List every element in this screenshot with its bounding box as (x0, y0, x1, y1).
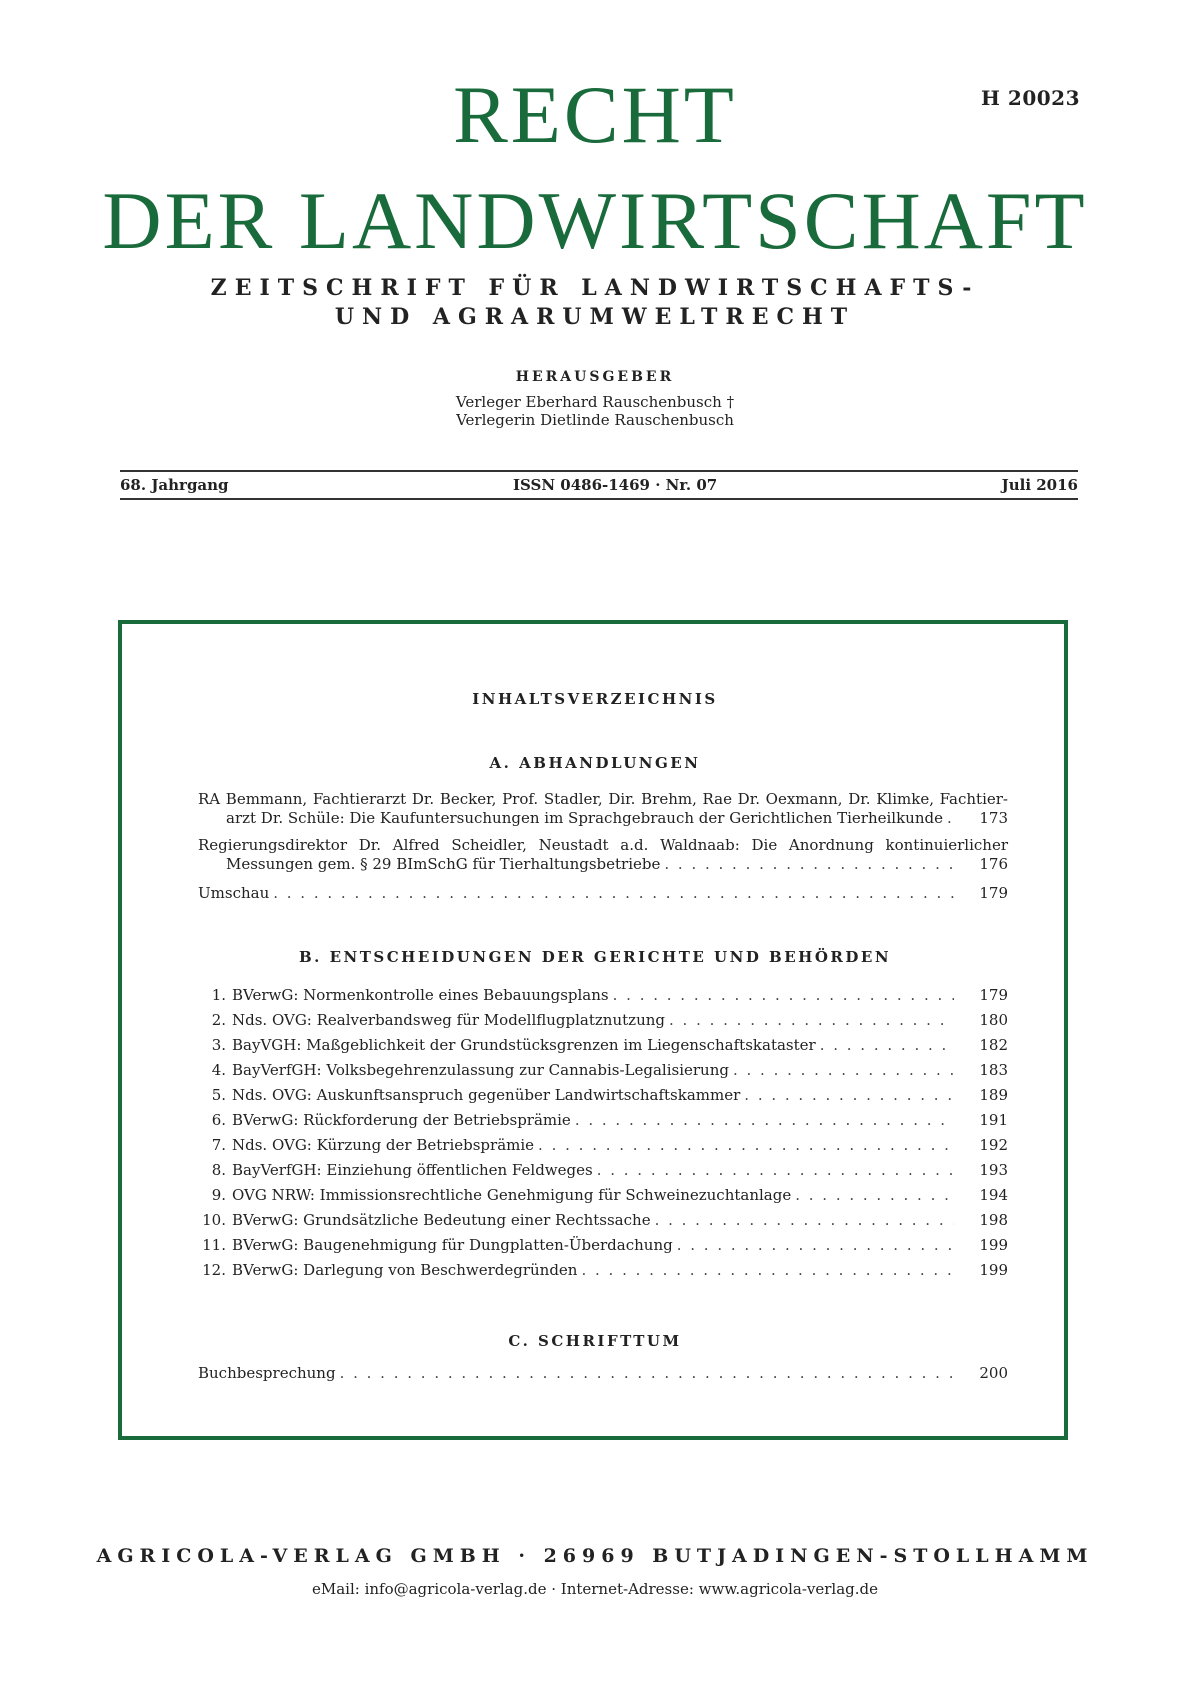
page-number: 180 (979, 1011, 1008, 1029)
journal-title-line1: RECHT (453, 69, 737, 160)
issue-code: H 20023 (981, 86, 1080, 110)
jahrgang: 68. Jahrgang (120, 476, 229, 494)
decision-title: Nds. OVG: Kürzung der Betriebsprämie (232, 1136, 535, 1154)
page-number: 179 (979, 884, 1008, 902)
leader-dots (575, 1111, 954, 1129)
page-number: 200 (979, 1364, 1008, 1382)
page-number: 193 (979, 1161, 1008, 1179)
leader-dots (744, 1086, 954, 1104)
decision-number: 10. (202, 1211, 226, 1229)
decision-number: 2. (211, 1011, 226, 1029)
section-b-heading: B. ENTSCHEIDUNGEN DER GERICHTE UND BEHÖRDEN (298, 948, 892, 966)
leader-dots (677, 1236, 954, 1254)
page-number: 179 (979, 986, 1008, 1004)
leader-dots (947, 809, 954, 828)
herausgeber-2: Verlegerin Dietlinde Rauschenbusch (456, 411, 734, 429)
decision-title: BVerwG: Normenkontrolle eines Bebauungsplans (232, 986, 609, 1004)
page-number: 173 (979, 809, 1008, 827)
decision-entry (198, 1261, 1008, 1279)
toc-title: INHALTSVERZEICHNIS (472, 690, 718, 708)
decision-title: BVerwG: Grundsätzliche Bedeutung einer Rechtssache (232, 1211, 651, 1229)
leader-dots (581, 1261, 954, 1279)
decision-title: BVerwG: Rückforderung der Betriebsprämie (232, 1111, 571, 1129)
issn-number: ISSN 0486-1469 · Nr. 07 (512, 476, 718, 494)
leader-dots (340, 1364, 954, 1383)
decision-number: 5. (211, 1086, 226, 1104)
decision-entry (198, 1186, 1008, 1204)
decision-number: 12. (202, 1261, 226, 1279)
toc-entry-a2 (198, 836, 1008, 874)
journal-subtitle-line1: ZEITSCHRIFT FÜR LANDWIRTSCHAFTS- (210, 275, 980, 301)
decision-title: BayVerfGH: Volksbegehrenzulassung zur Cannabis-Legalisierung (232, 1061, 729, 1079)
toc-entry-text: Umschau (198, 884, 270, 902)
herausgeber-1: Verleger Eberhard Rauschenbusch † (455, 393, 735, 411)
leader-dots (538, 1136, 954, 1154)
toc-entry-text: RA Bemmann, Fachtierarzt Dr. Becker, Prof. Stadler, Dir. Brehm, Rae Dr. Oexmann, Dr. Klimke, Fachtier- (198, 790, 1008, 808)
leader-dots (273, 884, 954, 903)
toc-entry-text: Buchbesprechung (198, 1364, 336, 1382)
page-number: 189 (979, 1086, 1008, 1104)
journal-subtitle-line2: UND AGRARUMWELTRECHT (334, 304, 856, 330)
decision-entry (198, 1211, 1008, 1229)
leader-dots (795, 1186, 954, 1204)
decision-entry (198, 1111, 1008, 1129)
decision-number: 7. (211, 1136, 226, 1154)
decision-entry (198, 1036, 1008, 1054)
issue-date: Juli 2016 (1001, 476, 1078, 494)
page-number: 199 (979, 1236, 1008, 1254)
toc-entry-c1 (198, 1364, 1008, 1383)
toc-entry-a1 (198, 790, 1008, 828)
leader-dots (655, 1211, 954, 1229)
divider-top (120, 470, 1078, 472)
leader-dots (664, 855, 954, 874)
decision-entry (198, 1061, 1008, 1079)
decision-number: 3. (211, 1036, 226, 1054)
toc-entry-text: Regierungsdirektor Dr. Alfred Scheidler, Neustadt a.d. Waldnaab: Die Anordnung kontinuierlicher (198, 836, 1008, 854)
decision-title: BayVGH: Maßgeblichkeit der Grundstücksgrenzen im Liegenschaftskataster (232, 1036, 816, 1054)
page-number: 182 (979, 1036, 1008, 1054)
decision-title: Nds. OVG: Auskunftsanspruch gegenüber Landwirtschaftskammer (232, 1086, 741, 1104)
decision-title: BayVerfGH: Einziehung öffentlichen Feldweges (232, 1161, 593, 1179)
divider-bottom (120, 498, 1078, 500)
page-number: 176 (979, 855, 1008, 873)
decision-entry (198, 1161, 1008, 1179)
decision-entry (198, 1236, 1008, 1254)
leader-dots (820, 1036, 954, 1054)
decision-entry (198, 986, 1008, 1004)
page-number: 199 (979, 1261, 1008, 1279)
toc-entry-text: arzt Dr. Schüle: Die Kaufuntersuchungen im Sprachgebrauch der Gerichtlichen Tierheilkunde (226, 809, 943, 827)
journal-title-line2: DER LANDWIRTSCHAFT (102, 175, 1088, 266)
decision-number: 11. (202, 1236, 226, 1254)
page-number: 192 (979, 1136, 1008, 1154)
toc-entry-a3 (198, 884, 1008, 903)
page-number: 198 (979, 1211, 1008, 1229)
page-number: 194 (979, 1186, 1008, 1204)
page-number: 183 (979, 1061, 1008, 1079)
leader-dots (597, 1161, 954, 1179)
decision-number: 6. (211, 1111, 226, 1129)
section-a-heading: A. ABHANDLUNGEN (489, 754, 701, 772)
toc-frame (118, 620, 1068, 1440)
decision-title: Nds. OVG: Realverbandsweg für Modellflugplatznutzung (232, 1011, 665, 1029)
decision-title: BVerwG: Darlegung von Beschwerdegründen (232, 1261, 578, 1279)
toc-entry-text: Messungen gem. § 29 BImSchG für Tierhaltungsbetriebe (226, 855, 661, 873)
decision-number: 4. (211, 1061, 226, 1079)
decision-number: 9. (211, 1186, 226, 1204)
decision-number: 8. (211, 1161, 226, 1179)
leader-dots (733, 1061, 954, 1079)
decision-title: BVerwG: Baugenehmigung für Dungplatten-Überdachung (232, 1236, 673, 1254)
decision-entry (198, 1011, 1008, 1029)
page-number: 191 (979, 1111, 1008, 1129)
leader-dots (613, 986, 954, 1004)
publisher-contact: eMail: info@agricola-verlag.de · Internet-Adresse: www.agricola-verlag.de (311, 1580, 879, 1598)
decision-title: OVG NRW: Immissionsrechtliche Genehmigung für Schweinezuchtanlage (232, 1186, 792, 1204)
issue-info-bar (120, 476, 1078, 494)
publisher-name: AGRICOLA-VERLAG GMBH · 26969 BUTJADINGEN-STOLLHAMM (96, 1545, 1094, 1567)
herausgeber-label: HERAUSGEBER (515, 369, 675, 385)
section-c-heading: C. SCHRIFTTUM (508, 1332, 682, 1350)
decision-number: 1. (211, 986, 226, 1004)
leader-dots (669, 1011, 954, 1029)
decision-entry (198, 1136, 1008, 1154)
decision-entry (198, 1086, 1008, 1104)
